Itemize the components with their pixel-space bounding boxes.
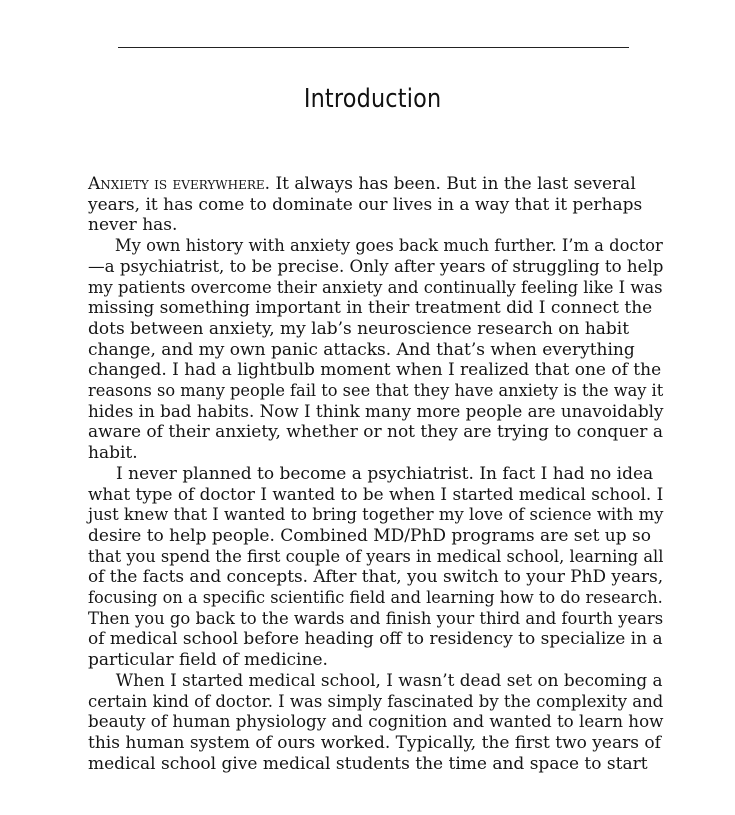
body-line-text: It always has been. But in the last several: [270, 174, 636, 194]
chapter-body: [88, 174, 663, 774]
chapter-title: Introduction: [303, 84, 442, 114]
body-line: never has.: [88, 215, 178, 236]
body-line: of the facts and concepts. After that, you switch to your PhD years,: [88, 567, 664, 588]
body-line: dots between anxiety, my lab’s neuroscience research on habit: [88, 318, 630, 339]
chapter-top-rule: [118, 47, 629, 48]
body-line: that you spend the first couple of years in medical school, learning all: [88, 546, 664, 567]
body-line: certain kind of doctor. I was simply fascinated by the complexity and: [88, 691, 664, 712]
body-line: changed. I had a lightbulb moment when I realized that one of the: [88, 360, 662, 381]
body-line-indented: I never planned to become a psychiatrist. In fact I had no idea: [116, 463, 654, 484]
body-line: medical school give medical students the time and space to start: [88, 753, 648, 774]
body-line: what type of doctor I wanted to be when I started medical school. I: [88, 484, 664, 505]
body-line-indented: My own history with anxiety goes back much further. I’m a doctor: [114, 236, 663, 257]
body-line: [88, 174, 663, 195]
body-line: of medical school before heading off to residency to specialize in a: [88, 629, 663, 650]
opening-small-caps: Anxiety is everywhere.: [88, 174, 271, 194]
body-line: change, and my own panic attacks. And that’s when everything: [88, 339, 635, 360]
body-line: hides in bad habits. Now I think many more people are unavoidably: [88, 401, 664, 422]
body-line: Then you go back to the wards and finish your third and fourth years: [88, 608, 664, 629]
body-line: just knew that I wanted to bring together my love of science with my: [88, 505, 664, 526]
body-line: desire to help people. Combined MD/PhD programs are set up so: [88, 525, 652, 546]
body-line: missing something important in their treatment did I connect the: [88, 298, 653, 319]
body-line: —a psychiatrist, to be precise. Only after years of struggling to help: [88, 256, 664, 277]
body-line: beauty of human physiology and cognition and wanted to learn how: [88, 712, 664, 733]
body-line-indented: When I started medical school, I wasn’t dead set on becoming a: [115, 670, 663, 691]
body-line: particular field of medicine.: [88, 650, 328, 671]
body-line: reasons so many people fail to see that they have anxiety is the way it: [88, 381, 664, 402]
body-line: this human system of ours worked. Typically, the first two years of: [88, 732, 661, 753]
body-line: my patients overcome their anxiety and continually feeling like I was: [88, 277, 663, 298]
body-line: years, it has come to dominate our lives in a way that it perhaps: [88, 194, 643, 215]
body-line: habit.: [88, 443, 138, 464]
body-line: focusing on a specific scientific field and learning how to do research.: [88, 588, 663, 609]
body-line: aware of their anxiety, whether or not they are trying to conquer a: [88, 422, 663, 443]
